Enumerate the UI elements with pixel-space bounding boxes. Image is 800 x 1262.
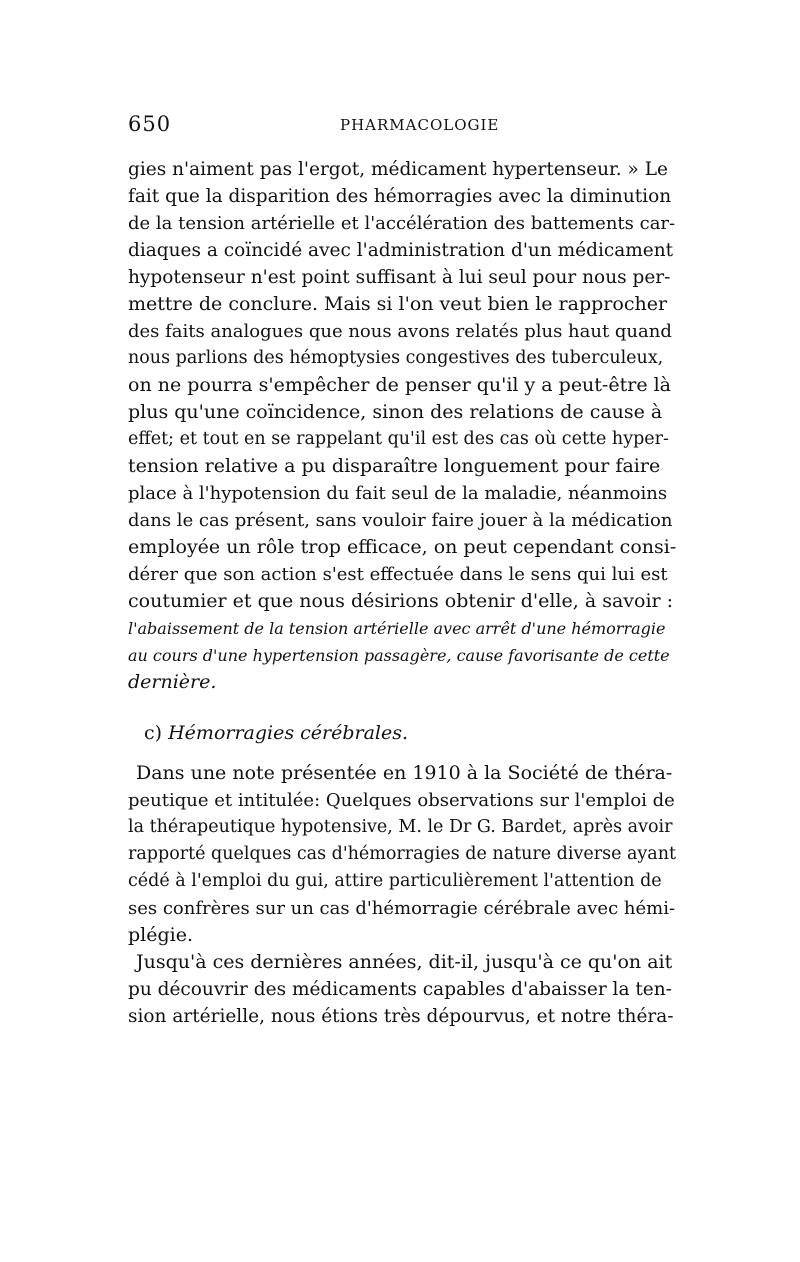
section-title: Hémorragies cérébrales. <box>168 722 409 744</box>
text-line: gies n'aiment pas l'ergot, médicament hypertenseur. » Le <box>128 159 668 180</box>
text-line: Dans une note présentée en 1910 à la Société de théra- <box>136 762 673 784</box>
running-title: PHARMACOLOGIE <box>340 116 500 134</box>
text-line: nous parlions des hémoptysies congestives des tuberculeux, <box>128 348 664 368</box>
text-line: peutique et intitulée: Quelques observations sur l'emploi de <box>128 790 675 811</box>
text-line: tension relative a pu disparaître longuement pour faire <box>128 455 661 477</box>
text-line: coutumier et que nous désirions obtenir d'elle, à savoir : <box>128 590 674 612</box>
text-line: de la tension artérielle et l'accélération des battements car- <box>128 213 676 234</box>
text-line: cédé à l'emploi du gui, attire particulièrement l'attention de <box>128 871 662 891</box>
text-line: rapporté quelques cas d'hémorragies de nature diverse ayant <box>128 844 677 864</box>
text-line: dans le cas présent, sans vouloir faire jouer à la médication <box>128 510 673 531</box>
text-line: dérer que son action s'est effectuée dans le sens qui lui est <box>128 564 668 585</box>
italic-text-line: au cours d'une hypertension passagère, cause favorisante de cette <box>128 646 670 665</box>
paragraph-2 <box>128 760 676 1030</box>
text-line: Jusqu'à ces dernières années, dit-il, jusqu'à ce qu'on ait <box>136 951 673 973</box>
text-line: plus qu'une coïncidence, sinon des relations de cause à <box>128 401 663 423</box>
text-line: fait que la disparition des hémorragies avec la diminution <box>128 186 672 207</box>
text-line: sion artérielle, nous étions très dépourvus, et notre théra- <box>128 1006 674 1027</box>
page-header <box>128 112 676 142</box>
paragraph-1 <box>128 156 676 696</box>
text-line: pu découvrir des médicaments capables d'abaisser la ten- <box>128 979 672 1000</box>
text-line: des faits analogues que nous avons relatés plus haut quand <box>128 321 672 342</box>
text-line: plégie. <box>128 924 194 946</box>
page-number: 650 <box>128 112 172 136</box>
text-line: employée un rôle trop efficace, on peut cependant consi- <box>128 536 677 558</box>
text-line: hypotenseur n'est point suffisant à lui seul pour nous per- <box>128 267 671 288</box>
text-line: la thérapeutique hypotensive, M. le Dr G. Bardet, après avoir <box>128 817 673 837</box>
text-line: mettre de conclure. Mais si l'on veut bien le rapprocher <box>128 293 668 315</box>
section-marker: c) <box>144 722 163 744</box>
text-line: on ne pourra s'empêcher de penser qu'il y a peut-être là <box>128 374 672 396</box>
section-heading-line <box>128 720 676 747</box>
text-line: diaques a coïncidé avec l'administration d'un médicament <box>128 240 674 261</box>
italic-text-line: l'abaissement de la tension artérielle avec arrêt d'une hémorragie <box>128 619 666 638</box>
italic-text-line: dernière. <box>128 671 217 693</box>
text-line: effet; et tout en se rappelant qu'il est des cas où cette hyper- <box>128 429 669 449</box>
section-heading <box>128 720 676 747</box>
text-line: ses confrères sur un cas d'hémorragie cérébrale avec hémi- <box>128 898 676 919</box>
text-line: place à l'hypotension du fait seul de la maladie, néanmoins <box>128 483 668 504</box>
